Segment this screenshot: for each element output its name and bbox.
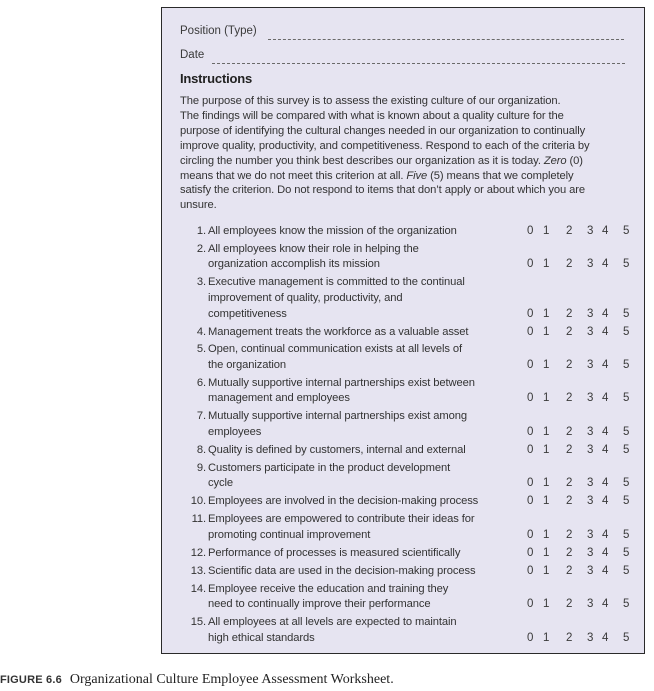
instructions-text-run: The purpose of this survey is to assess the existing culture of our organization. [180,95,561,107]
rating-option-2[interactable]: 2 [566,325,573,338]
rating-option-2[interactable]: 2 [566,546,573,559]
rating-option-0[interactable]: 0 [527,528,534,541]
criterion-number: 4. [196,325,206,338]
instructions-text-run: unsure. [180,199,217,212]
date-field[interactable] [212,63,625,64]
criterion-number: 12. [190,546,206,559]
rating-option-2[interactable]: 2 [566,358,573,371]
instructions-emphasis: Zero [543,154,567,167]
criterion-text-line: Employees are empowered to contribute their ideas for [208,513,475,526]
rating-option-0[interactable]: 0 [527,477,534,490]
rating-option-0[interactable]: 0 [527,631,534,644]
rating-scale [527,425,637,441]
instructions-text-run: (5) means that we completely [427,169,574,182]
instructions-text-run: The findings will be compared with what is known about a quality culture for the [180,109,564,122]
rating-option-5[interactable]: 5 [623,392,630,405]
rating-option-0[interactable]: 0 [527,225,534,237]
rating-option-3[interactable]: 3 [587,258,594,271]
rating-option-3[interactable]: 3 [587,546,594,559]
rating-option-5[interactable]: 5 [623,307,630,320]
rating-option-0[interactable]: 0 [527,546,534,559]
rating-option-3[interactable]: 3 [587,631,594,644]
rating-option-2[interactable]: 2 [566,225,573,237]
criterion-number: 2. [196,242,206,255]
rating-scale [527,307,637,323]
instructions-line [180,198,630,213]
rating-option-0[interactable]: 0 [527,564,534,577]
criterion-text [208,242,508,273]
rating-option-3[interactable]: 3 [587,358,594,371]
rating-option-3[interactable]: 3 [587,392,594,405]
rating-option-0[interactable]: 0 [527,258,534,271]
rating-option-1[interactable]: 1 [543,546,550,559]
rating-option-2[interactable]: 2 [566,477,573,490]
rating-option-3[interactable]: 3 [587,477,594,490]
criterion-text [208,443,508,459]
rating-option-3[interactable]: 3 [587,495,594,508]
rating-scale [527,631,637,647]
rating-option-1[interactable]: 1 [543,258,550,271]
rating-option-2[interactable]: 2 [566,598,573,611]
criterion-text [208,546,508,562]
criterion-number: 13. [190,564,206,577]
criterion-text-line: competitiveness [208,307,287,320]
rating-scale [527,476,637,492]
rating-option-4[interactable]: 4 [602,631,609,644]
criterion-number: 6. [196,376,206,389]
rating-scale [527,358,637,374]
rating-option-4[interactable]: 4 [602,443,609,456]
criterion-text [208,376,508,407]
criterion-number: 10. [190,495,206,508]
rating-option-0[interactable]: 0 [527,325,534,338]
rating-option-1[interactable]: 1 [543,307,550,320]
criterion-text-line: Performance of processes is measured scientifically [208,546,461,559]
criterion-number: 7. [196,410,206,423]
criterion-text-line: improvement of quality, productivity, and [208,291,403,304]
criterion-text [208,224,508,240]
rating-option-4[interactable]: 4 [602,528,609,541]
rating-option-0[interactable]: 0 [527,425,534,438]
rating-option-2[interactable]: 2 [566,631,573,644]
rating-scale [527,528,637,544]
figure-title: Organizational Culture Employee Assessment Worksheet. [69,672,394,687]
rating-option-0[interactable]: 0 [527,307,534,320]
instructions-emphasis: Five [406,169,428,182]
rating-option-4[interactable]: 4 [602,546,609,559]
criterion-text [208,615,508,646]
criterion-text-line: All employees know their role in helping the [208,242,419,255]
instructions-line [180,154,630,169]
rating-option-2[interactable]: 2 [566,443,573,456]
criterion-text [208,564,508,580]
rating-scale [527,391,637,407]
criterion-text-line: need to continually improve their performance [208,598,431,611]
rating-option-1[interactable]: 1 [543,425,550,438]
rating-option-0[interactable]: 0 [527,443,534,456]
rating-option-2[interactable]: 2 [566,307,573,320]
rating-option-5[interactable]: 5 [623,225,630,237]
rating-option-2[interactable]: 2 [566,425,573,438]
criterion-number: 8. [196,443,206,456]
rating-scale [527,494,637,510]
criterion-text-line: promoting continual improvement [208,528,371,541]
instructions-line [180,183,630,198]
rating-option-4[interactable]: 4 [602,325,609,338]
rating-option-5[interactable]: 5 [623,564,630,577]
criterion-text-line: cycle [208,477,233,490]
rating-option-2[interactable]: 2 [566,528,573,541]
criterion-number: 3. [196,276,206,289]
rating-scale [527,443,637,459]
criterion-text-line: Employees are involved in the decision-making process [208,495,479,508]
rating-option-4[interactable]: 4 [602,258,609,271]
rating-option-4[interactable]: 4 [602,598,609,611]
rating-option-0[interactable]: 0 [527,392,534,405]
criterion-text [208,512,508,543]
instructions-text-run: (0) [566,154,583,167]
rating-option-5[interactable]: 5 [623,528,630,541]
date-label: Date [180,49,205,61]
rating-option-5[interactable]: 5 [623,495,630,508]
criterion-text [208,582,508,613]
rating-option-5[interactable]: 5 [623,631,630,644]
criterion-text-line: Mutually supportive internal partnerships exist between [208,376,475,389]
instructions-line [180,109,630,124]
instructions-heading: Instructions [180,71,252,86]
rating-option-3[interactable]: 3 [587,528,594,541]
criterion-text-line: All employees know the mission of the organization [208,225,457,237]
rating-option-1[interactable]: 1 [543,477,550,490]
criterion-text-line: Open, continual communication exists at all levels of [208,343,463,356]
criterion-text-line: Quality is defined by customers, internal and external [208,443,466,456]
instructions-text-run: purpose of identifying the cultural changes needed in our organization to continually [180,124,586,137]
rating-option-2[interactable]: 2 [566,564,573,577]
instructions-line [180,139,630,154]
criterion-text [208,409,508,440]
rating-option-4[interactable]: 4 [602,392,609,405]
criterion-text-line: Management treats the workforce as a valuable asset [208,325,469,338]
rating-option-5[interactable]: 5 [623,443,630,456]
criterion-text-line: Executive management is committed to the continual [208,276,465,289]
criterion-text-line: Mutually supportive internal partnerships exist among [208,410,467,423]
rating-option-1[interactable]: 1 [543,598,550,611]
rating-option-5[interactable]: 5 [623,325,630,338]
rating-option-0[interactable]: 0 [527,358,534,371]
instructions-text-run: means that we do not meet this criterion at all. [180,169,407,182]
criterion-text-line: Scientific data are used in the decision-making process [208,564,476,577]
rating-option-4[interactable]: 4 [602,495,609,508]
rating-scale [527,546,637,562]
criterion-text [208,461,508,492]
rating-option-0[interactable]: 0 [527,495,534,508]
criterion-number: 15. [190,616,206,628]
instructions-line [180,169,630,184]
criterion-number: 11. [191,513,206,526]
criterion-number: 5. [196,343,206,356]
criterion-text-line: the organization [208,358,287,371]
rating-scale [527,224,637,240]
rating-scale [527,564,637,580]
rating-option-1[interactable]: 1 [543,631,550,644]
rating-option-3[interactable]: 3 [587,307,594,320]
criterion-text [208,342,508,373]
rating-scale [527,325,637,341]
instructions-text-run: circling the number you think best describes our organization as it is today. [180,154,544,167]
rating-option-1[interactable]: 1 [543,528,550,541]
rating-option-3[interactable]: 3 [587,443,594,456]
instructions-line [180,94,630,109]
rating-option-4[interactable]: 4 [602,225,609,237]
criterion-text-line: All employees at all levels are expected to maintain [208,616,457,628]
assessment-worksheet [161,7,645,654]
rating-option-1[interactable]: 1 [543,495,550,508]
rating-option-4[interactable]: 4 [602,358,609,371]
instructions-text-run: improve quality, productivity, and competitiveness. Respond to each of the criteria by [180,139,590,152]
figure-caption [0,670,394,688]
rating-option-5[interactable]: 5 [623,598,630,611]
criterion-text [208,325,508,341]
rating-option-2[interactable]: 2 [566,392,573,405]
instructions-text-run: satisfy the criterion. Do not respond to items that don’t apply or about which you are [180,184,585,197]
criterion-number: 1. [196,225,206,237]
criterion-number: 14. [190,582,206,595]
rating-option-3[interactable]: 3 [587,598,594,611]
rating-option-1[interactable]: 1 [543,358,550,371]
rating-option-0[interactable]: 0 [527,598,534,611]
criterion-number: 9. [196,461,206,474]
rating-option-1[interactable]: 1 [543,392,550,405]
rating-option-3[interactable]: 3 [587,325,594,338]
rating-option-5[interactable]: 5 [623,358,630,371]
instructions-line [180,124,630,139]
rating-scale [527,597,637,613]
rating-option-4[interactable]: 4 [602,564,609,577]
criterion-text-line: employees [208,425,262,438]
rating-option-5[interactable]: 5 [623,258,630,271]
rating-option-4[interactable]: 4 [602,425,609,438]
rating-option-3[interactable]: 3 [587,564,594,577]
rating-option-1[interactable]: 1 [543,225,550,237]
rating-option-5[interactable]: 5 [623,425,630,438]
position-type-label: Position (Type) [180,25,257,37]
rating-option-5[interactable]: 5 [623,477,630,490]
rating-option-1[interactable]: 1 [543,325,550,338]
rating-option-2[interactable]: 2 [566,258,573,271]
rating-option-1[interactable]: 1 [543,443,550,456]
criterion-text-line: management and employees [208,392,350,405]
criterion-text-line: Customers participate in the product development [208,461,451,474]
rating-option-4[interactable]: 4 [602,477,609,490]
criterion-text [208,494,508,510]
rating-option-4[interactable]: 4 [602,307,609,320]
instructions-text [180,94,630,213]
criterion-text-line: organization accomplish its mission [208,258,380,271]
rating-option-1[interactable]: 1 [543,564,550,577]
rating-option-2[interactable]: 2 [566,495,573,508]
rating-option-3[interactable]: 3 [587,225,594,237]
position-type-field[interactable] [268,39,624,40]
criterion-text-line: Employee receive the education and training they [208,582,449,595]
criterion-text [208,275,508,322]
rating-scale [527,257,637,273]
figure-label: FIGURE 6.6 [0,674,62,686]
rating-option-5[interactable]: 5 [623,546,630,559]
criterion-text-line: high ethical standards [208,631,315,644]
rating-option-3[interactable]: 3 [587,425,594,438]
